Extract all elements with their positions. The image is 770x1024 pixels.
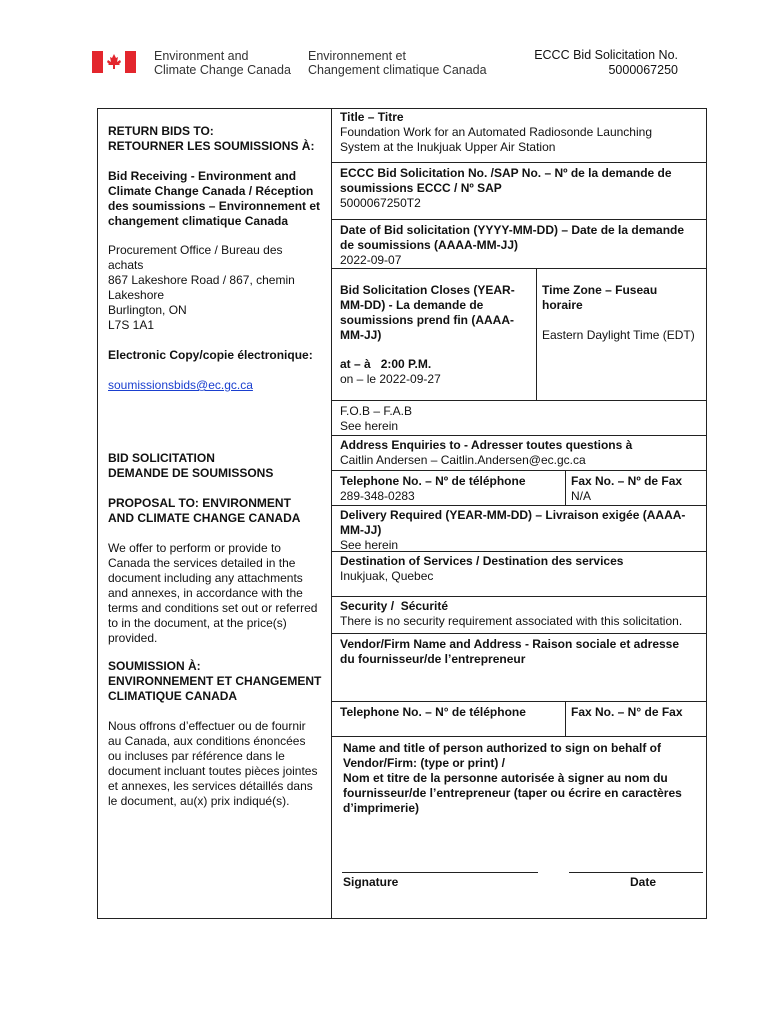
auth-line-1: Name and title of person authorized to sign on behalf of (343, 741, 662, 755)
nous-line-6: le document, au(x) prix indiqué(s). (108, 794, 290, 808)
auth-line-3: Nom et titre de la personne autorisée à signer au nom du (343, 771, 668, 785)
address-enquiries-section (340, 438, 705, 468)
telephone-section (340, 474, 562, 504)
signature-line[interactable] (342, 872, 538, 873)
closing-time: at – à 2:00 P.M. (340, 357, 432, 371)
telephone-value: 289-348-0283 (340, 489, 415, 503)
destination-section (340, 554, 705, 584)
delivery-section (340, 508, 705, 553)
bid-solicitation-en: BID SOLICITATION (108, 451, 215, 465)
offer-line-1: We offer to perform or provide to (108, 541, 281, 555)
fob-section (340, 404, 705, 434)
delivery-value: See herein (340, 538, 399, 552)
time-zone-label-line-2: horaire (542, 298, 583, 312)
nous-line-3: ou incluses par référence dans le (108, 749, 285, 763)
vendor-name-address-section[interactable] (340, 637, 705, 667)
delivery-label-line-1: Delivery Required (YEAR-MM-DD) – Livraison exigée (AAAA- (340, 508, 686, 522)
divider-tel-delivery (331, 505, 707, 506)
divider-title-sap (331, 162, 707, 163)
divider-fob-address (331, 435, 707, 436)
return-bids-en: RETURN BIDS TO: (108, 124, 214, 138)
divider-closes-timezone (536, 268, 537, 400)
destination-label: Destination of Services / Destination des services (340, 554, 624, 568)
time-zone-section (542, 283, 706, 343)
vendor-telephone-field[interactable]: Telephone No. – N° de téléphone (340, 705, 526, 719)
offer-line-7: provided. (108, 631, 158, 645)
security-label: Security / Sécurité (340, 599, 449, 613)
signature-label: Signature (343, 875, 399, 889)
bid-receiving-line-3: des soumissions – Environnement et (108, 199, 321, 213)
offer-statement-en (108, 541, 332, 646)
nous-line-2: au Canada, aux conditions énoncées (108, 734, 306, 748)
telephone-label: Telephone No. – Nº de téléphone (340, 474, 526, 488)
time-zone-label-line-1: Time Zone – Fuseau (542, 283, 658, 297)
department-name-french (308, 49, 487, 77)
logo-en-line-2: Climate Change Canada (154, 63, 291, 77)
logo-fr-line-2: Changement climatique Canada (308, 63, 487, 77)
security-value: There is no security requirement associated with this solicitation. (340, 614, 683, 628)
bid-receiving-block (108, 169, 333, 229)
divider-tel-fax (565, 470, 566, 505)
closing-section (340, 283, 532, 387)
divider-dest-security (331, 596, 707, 597)
sap-number-value: 5000067250T2 (340, 196, 421, 210)
address-enquiries-label: Address Enquiries to - Adresser toutes questions à (340, 438, 633, 452)
proposal-to-heading (108, 496, 300, 526)
divider-sap-date (331, 219, 707, 220)
solicitation-date-section (340, 223, 705, 268)
procurement-office-address (108, 243, 330, 333)
offer-line-5: terms and conditions set out or referred (108, 601, 318, 615)
soumission-heading (108, 659, 321, 704)
offer-line-3: document including any attachments (108, 571, 303, 585)
return-bids-block (108, 124, 328, 154)
offer-statement-fr (108, 719, 332, 809)
destination-value: Inukjuak, Quebec (340, 569, 434, 583)
auth-line-2: Vendor/Firm: (type or print) / (343, 756, 506, 770)
nous-line-5: et annexes, les services détaillés dans (108, 779, 313, 793)
vendor-label-line-2: du fournisseur/de l’entrepreneur (340, 652, 526, 666)
submission-email-link[interactable]: soumissionsbids@ec.gc.ca (108, 378, 253, 392)
office-line-4: Lakeshore (108, 288, 165, 302)
logo-en-line-1: Environment and (154, 49, 249, 63)
bid-solicitation-fr: DEMANDE DE SOUMISSONS (108, 466, 274, 480)
date-line[interactable] (569, 872, 703, 873)
divider-vtel-vfax (565, 701, 566, 736)
solicitation-date-value: 2022-09-07 (340, 253, 402, 267)
bid-receiving-line-1: Bid Receiving - Environment and (108, 169, 297, 183)
fax-label: Fax No. – Nº de Fax (571, 474, 683, 488)
bid-solicitation-heading (108, 451, 273, 481)
bid-receiving-line-4: changement climatique Canada (108, 214, 289, 228)
title-section (340, 110, 705, 155)
offer-line-2: Canada the services detailed in the (108, 556, 296, 570)
divider-security-vendor (331, 633, 707, 634)
auth-line-5: d’imprimerie) (343, 801, 420, 815)
vendor-fax-field[interactable]: Fax No. – N° de Fax (571, 705, 683, 719)
title-label: Title – Titre (340, 110, 404, 124)
offer-line-6: to in the document, at the price(s) (108, 616, 287, 630)
divider-vendor-vtel (331, 701, 707, 702)
office-line-6: L7S 1A1 (108, 318, 155, 332)
solicitation-number: 5000067250 (608, 63, 678, 77)
nous-line-1: Nous offrons d’effectuer ou de fournir (108, 719, 306, 733)
bid-receiving-line-2: Climate Change Canada / Réception (108, 184, 314, 198)
closes-line-1: Bid Solicitation Closes (YEAR- (340, 283, 515, 297)
proposal-line-1: PROPOSAL TO: ENVIRONMENT (108, 496, 291, 510)
solicitation-header (534, 48, 678, 78)
authorized-signer-section[interactable] (343, 741, 705, 816)
sap-number-section (340, 166, 705, 211)
fax-value: N/A (571, 489, 592, 503)
sap-label-line-1: ECCC Bid Solicitation No. /SAP No. – Nº de la demande de (340, 166, 672, 180)
sap-label-line-2: soumissions ECCC / Nº SAP (340, 181, 502, 195)
vendor-label-line-1: Vendor/Firm Name and Address - Raison sociale et adresse (340, 637, 680, 651)
divider-address-tel (331, 470, 707, 471)
soumission-line-1: SOUMISSION À: (108, 659, 201, 673)
offer-line-4: and annexes, in accordance with the (108, 586, 303, 600)
title-line-2: System at the Inukjuak Upper Air Station (340, 140, 556, 154)
nous-line-4: document incluant toutes pièces jointes (108, 764, 318, 778)
fax-section (571, 474, 705, 504)
canada-flag-logo (92, 51, 136, 73)
delivery-label-line-2: MM-JJ) (340, 523, 382, 537)
return-bids-fr: RETOURNER LES SOUMISSIONS À: (108, 139, 315, 153)
time-zone-value: Eastern Daylight Time (EDT) (542, 328, 695, 342)
closes-line-3: soumissions prend fin (AAAA- (340, 313, 515, 327)
fob-value: See herein (340, 419, 399, 433)
office-line-2: achats (108, 258, 144, 272)
contact-name-email: Caitlin Andersen – Caitlin.Andersen@ec.gc.ca (340, 453, 586, 467)
date-label-line-2: de soumissions (AAAA-MM-JJ) (340, 238, 519, 252)
soumission-line-2: ENVIRONNEMENT ET CHANGEMENT (108, 674, 322, 688)
office-line-5: Burlington, ON (108, 303, 187, 317)
title-line-1: Foundation Work for an Automated Radiosonde Launching (340, 125, 652, 139)
divider-closes-fob (331, 400, 707, 401)
closing-date: on – le 2022-09-27 (340, 372, 441, 386)
office-line-3: 867 Lakeshore Road / 867, chemin (108, 273, 295, 287)
electronic-copy-label: Electronic Copy/copie électronique: (108, 348, 313, 362)
closes-line-4: MM-JJ) (340, 328, 382, 342)
divider-vtel-auth (331, 736, 707, 737)
closes-line-2: MM-DD) - La demande de (340, 298, 484, 312)
office-line-1: Procurement Office / Bureau des (108, 243, 283, 257)
logo-fr-line-1: Environnement et (308, 49, 406, 63)
department-name-english (154, 49, 291, 77)
fob-label: F.O.B – F.A.B (340, 404, 413, 418)
date-label-line-1: Date of Bid solicitation (YYYY-MM-DD) – Date de la demande (340, 223, 685, 237)
auth-line-4: fournisseur/de l’entrepreneur (taper ou écrire en caractères (343, 786, 682, 800)
divider-date-closes (331, 268, 707, 269)
proposal-line-2: AND CLIMATE CHANGE CANADA (108, 511, 301, 525)
solicitation-label: ECCC Bid Solicitation No. (534, 48, 678, 62)
soumission-line-3: CLIMATIQUE CANADA (108, 689, 238, 703)
security-section (340, 599, 705, 629)
date-signature-label: Date (630, 875, 657, 889)
